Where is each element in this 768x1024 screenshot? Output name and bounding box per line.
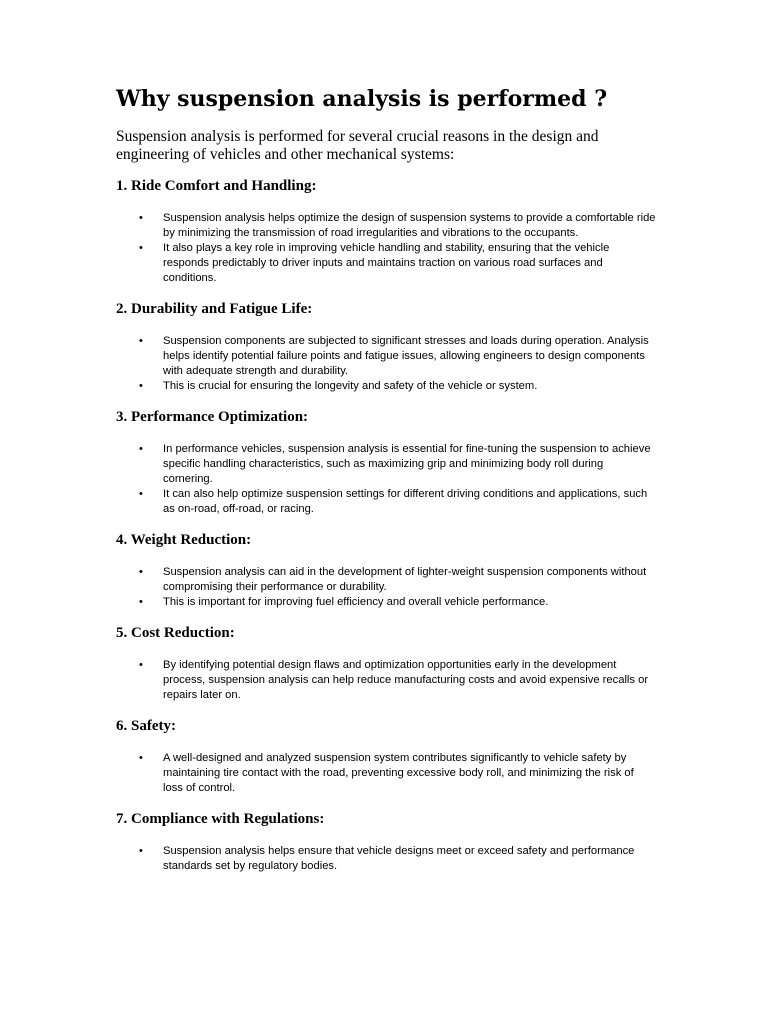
list-item bbox=[116, 595, 656, 610]
bullet-icon: • bbox=[139, 659, 143, 671]
list-item-text: By identifying potential design flaws and optimization opportunities early in the development process, suspension analysis can help reduce manufacturing costs and avoid expensive recalls or repairs later on. bbox=[163, 659, 649, 701]
section-heading: 3. Performance Optimization: bbox=[116, 409, 309, 425]
list-item bbox=[116, 211, 656, 241]
bullet-icon: • bbox=[139, 335, 143, 347]
list-item-text: A well-designed and analyzed suspension system contributes significantly to vehicle safety by maintaining tire contact with the road, preventing excessive body roll, and minimizing the risk of loss of control. bbox=[163, 752, 634, 794]
bullet-list bbox=[116, 442, 656, 517]
bullet-icon: • bbox=[139, 596, 143, 608]
section-heading: 7. Compliance with Regulations: bbox=[116, 811, 325, 827]
bullet-list bbox=[116, 211, 656, 286]
list-item bbox=[116, 487, 656, 517]
bullet-icon: • bbox=[139, 212, 143, 224]
list-item-text: It also plays a key role in improving vehicle handling and stability, ensuring that the vehicle responds predictably to driver inputs and maintains traction on various road surfaces and conditions. bbox=[163, 242, 610, 284]
section-heading: 4. Weight Reduction: bbox=[116, 532, 252, 548]
section-heading: 5. Cost Reduction: bbox=[116, 625, 235, 641]
list-item-text: Suspension analysis helps optimize the design of suspension systems to provide a comfortable ride by minimizing the transmission of road irregularities and vibrations to the occupants. bbox=[163, 212, 656, 239]
document-page bbox=[116, 84, 656, 888]
list-item-text: In performance vehicles, suspension analysis is essential for fine-tuning the suspension to achieve specific handling characteristics, such as maximizing grip and minimizing body roll during cornering. bbox=[163, 443, 651, 485]
bullet-list bbox=[116, 334, 656, 394]
list-item bbox=[116, 565, 656, 595]
list-item bbox=[116, 241, 656, 286]
bullet-icon: • bbox=[139, 566, 143, 578]
bullet-icon: • bbox=[139, 488, 143, 500]
bullet-icon: • bbox=[139, 845, 143, 857]
section-heading: 6. Safety: bbox=[116, 718, 176, 734]
list-item-text: Suspension analysis helps ensure that vehicle designs meet or exceed safety and performance standards set by regulatory bodies. bbox=[163, 845, 635, 872]
intro-paragraph: Suspension analysis is performed for several crucial reasons in the design and engineering of vehicles and other mechanical systems: bbox=[116, 128, 599, 163]
bullet-list bbox=[116, 658, 656, 703]
list-item bbox=[116, 658, 656, 703]
bullet-icon: • bbox=[139, 752, 143, 764]
list-item-text: Suspension analysis can aid in the development of lighter-weight suspension components without compromising their performance or durability. bbox=[163, 566, 647, 593]
list-item-text: Suspension components are subjected to significant stresses and loads during operation. Analysis helps identify potential failure points and fatigue issues, allowing engineers to design components with adequate strength and durability. bbox=[163, 335, 649, 377]
bullet-list bbox=[116, 751, 656, 796]
bullet-list bbox=[116, 844, 656, 874]
list-item-text: It can also help optimize suspension settings for different driving conditions and applications, such as on-road, off-road, or racing. bbox=[163, 488, 648, 515]
sections-container bbox=[116, 177, 656, 874]
list-item-text: This is important for improving fuel efficiency and overall vehicle performance. bbox=[163, 596, 549, 608]
list-item bbox=[116, 442, 656, 487]
page-title: Why suspension analysis is performed ? bbox=[116, 86, 608, 112]
list-item bbox=[116, 379, 656, 394]
section-heading: 1. Ride Comfort and Handling: bbox=[116, 178, 317, 194]
list-item bbox=[116, 844, 656, 874]
section-heading: 2. Durability and Fatigue Life: bbox=[116, 301, 313, 317]
bullet-icon: • bbox=[139, 380, 143, 392]
list-item-text: This is crucial for ensuring the longevity and safety of the vehicle or system. bbox=[163, 380, 538, 392]
bullet-icon: • bbox=[139, 443, 143, 455]
bullet-list bbox=[116, 565, 656, 610]
list-item bbox=[116, 751, 656, 796]
bullet-icon: • bbox=[139, 242, 143, 254]
list-item bbox=[116, 334, 656, 379]
